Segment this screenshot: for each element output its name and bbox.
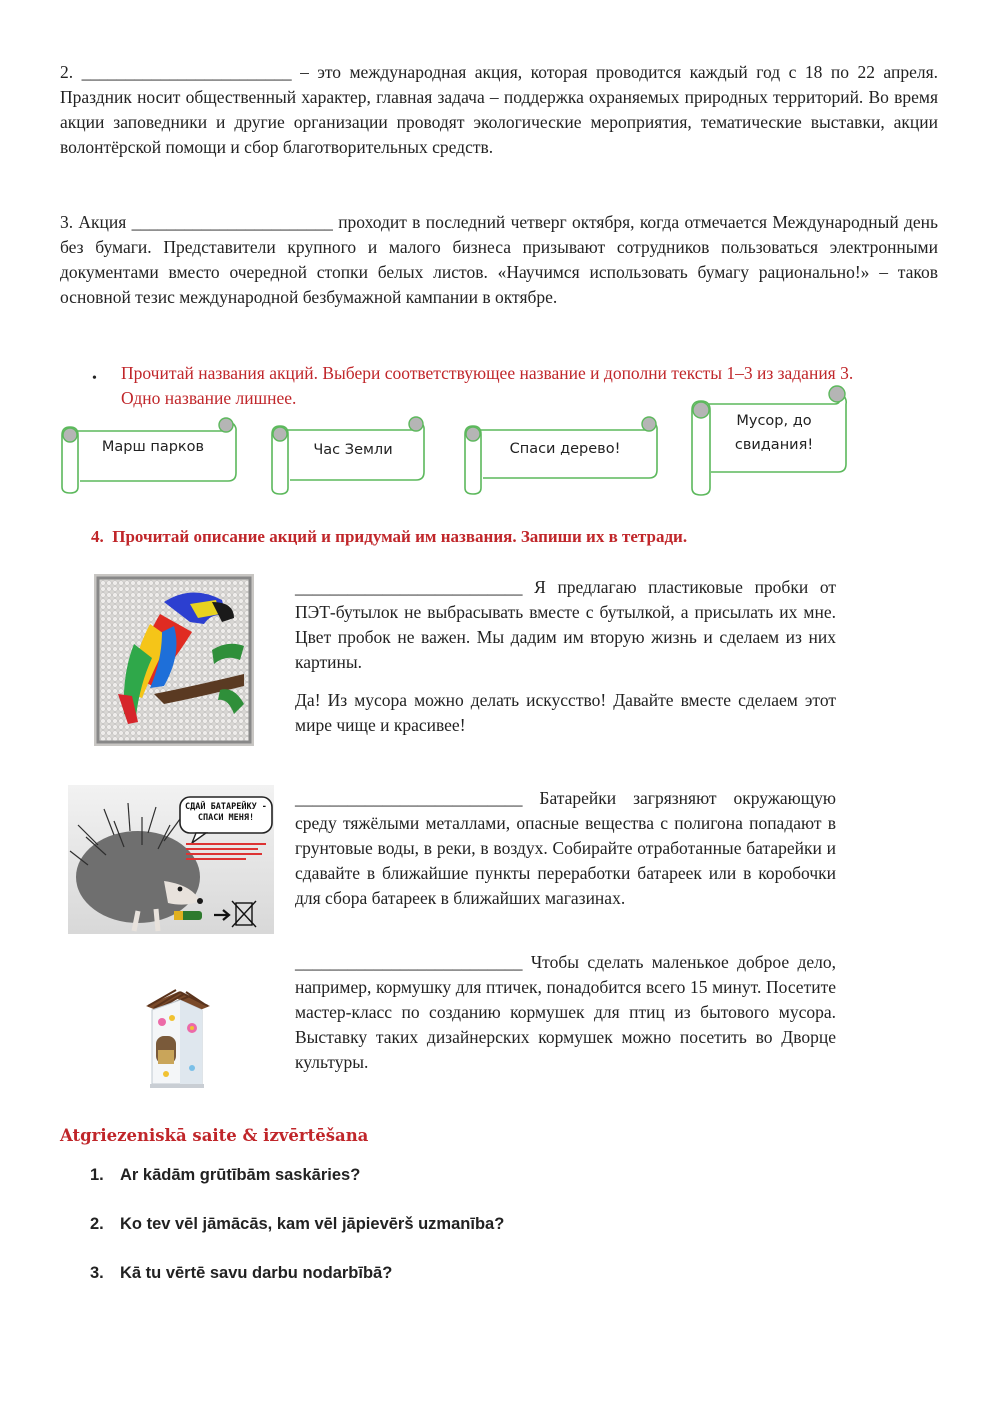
item-2-text (295, 786, 836, 911)
item-1-text-continued: Да! Из мусора можно делать искусство! Давайте вместе сделаем этот мире чище и красивее! (295, 690, 836, 735)
scroll-label-line: Мусор, до (736, 413, 812, 429)
feedback-question (90, 1215, 504, 1234)
item-1-answer-blank: __________________________ (295, 577, 523, 597)
item-2-description: Батарейки загрязняют окружающую среду тяжёлыми металлами, опасные вещества с полигона попадают в грунтовые воды, в реки, в воздух. Собирайте отработанные батарейки и сдавайте в ближайшие пункты переработки батареек или в коробочки для сбора батареек в ближайших магазинах. (295, 788, 836, 908)
instruction-text: Прочитай названия акций. Выбери соответствующее название и дополни тексты 1–3 из задания 3. Одно название лишнее. (121, 363, 854, 408)
item-1-text (295, 575, 836, 675)
task-2-paragraph (60, 60, 938, 160)
question-text: Kā tu vērtē savu darbu nodarbībā? (120, 1264, 393, 1282)
question-number: 1. (90, 1166, 104, 1184)
scroll-banner-chas-zemli (268, 412, 428, 496)
item-1-description: Я предлагаю пластиковые пробки от ПЭТ-бутылок не выбрасывать вместе с бутылкой, а присылать их мне. Цвет пробок не важен. Мы дадим им вторую жизнь и сделаем из них картины. (295, 577, 837, 672)
scroll-label-line: свидания! (734, 437, 814, 453)
task-3-number: 3. Акция (60, 212, 127, 232)
task-4-heading: 4. Прочитай описание акций и придумай им названия. Запиши их в тетради. (91, 527, 688, 546)
hedgehog-battery-poster (68, 785, 274, 934)
task-2-answer-blank: ________________________ (81, 62, 292, 82)
poster-text-line: СПАСИ МЕНЯ! (197, 813, 255, 823)
bird-feeder-image (136, 984, 216, 1092)
question-text: Ar kādām grūtībām saskāries? (120, 1166, 361, 1184)
task-2-text: – это международная акция, которая проводится каждый год с 18 по 22 апреля. Праздник носит общественный характер, главная задача – поддержка охраняемых природных территорий. Во время акции заповедники и другие организации проводят экологические мероприятия, тематические выставки, акции волонтёрской помощи и сбор благотворительных средств. (60, 62, 939, 157)
feedback-question (90, 1264, 392, 1283)
feedback-question (90, 1166, 360, 1185)
scroll-banner-spasi-derevo (461, 412, 661, 496)
scroll-banner-marsh-parkov (58, 413, 238, 495)
task-3-answer-blank: _______________________ (131, 212, 333, 232)
bird-feeder-picture (136, 984, 216, 1092)
parrot-mosaic-image (94, 574, 254, 746)
poster-text-line: СДАЙ БАТАРЕЙКУ - (185, 802, 267, 812)
task-3-text: проходит в последний четверг октября, когда отмечается Международный день без бумаги. Представители крупного и малого бизнеса призывают сотрудников пользоваться электронными документами вместо очередной стопки белых листов. «Научимся использовать бумагу рационально!» – таков основной тезис международной безбумажной кампании в октябре. (60, 212, 938, 307)
item-3-text (295, 950, 836, 1075)
scroll-label: Марш парков (101, 439, 205, 455)
item-3-description: Чтобы сделать маленькое доброе дело, например, кормушку для птичек, понадобится всего 15 минут. Посетите мастер-класс по созданию кормушек для птиц из бытового мусора. Выставку таких дизайнерских кормушек можно посетить во Дворце культуры. (295, 952, 837, 1072)
parrot-mosaic-picture (94, 574, 254, 746)
item-3-answer-blank: __________________________ (295, 952, 523, 972)
feedback-title: Atgriezeniskā saite & izvērtēšana (60, 1126, 369, 1145)
item-2-answer-blank: __________________________ (295, 788, 523, 808)
scroll-banner-musor-do-svidaniya (689, 378, 849, 498)
question-number: 3. (90, 1264, 104, 1282)
bullet-icon: • (92, 371, 97, 386)
scroll-label: Час Земли (313, 442, 393, 458)
scroll-label: Спаси дерево! (509, 441, 621, 457)
question-text: Ko tev vēl jāmācās, kam vēl jāpievērš uzmanība? (120, 1215, 505, 1233)
task-3-paragraph (60, 210, 938, 310)
task-2-number: 2. (60, 62, 74, 82)
poster-speech-bubble (180, 802, 272, 824)
question-number: 2. (90, 1215, 104, 1233)
scroll-label (715, 409, 833, 457)
